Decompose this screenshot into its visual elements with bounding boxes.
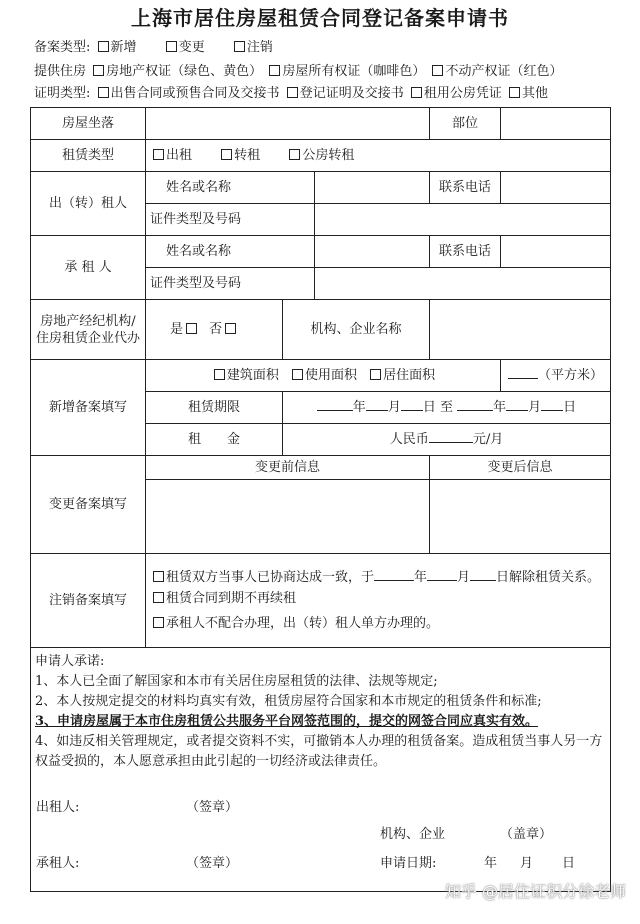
area-option-usable: 使用面积	[304, 367, 357, 383]
lessor-id-field[interactable]	[315, 204, 611, 236]
lessee-sign-field[interactable]: （签章）	[186, 856, 239, 871]
checkbox-lease-out[interactable]	[153, 149, 164, 160]
housing-option-1: 房地产权证（绿色、黄色）	[106, 64, 263, 79]
cancel-opt1-month: 月	[457, 570, 471, 585]
housing-option-3: 不动产权证（红色）	[445, 64, 563, 79]
lessor-name-field[interactable]	[315, 172, 430, 204]
checkbox-new[interactable]	[98, 41, 109, 52]
lease-type-label: 租赁类型	[31, 140, 146, 172]
housing-label: 提供住房	[34, 64, 87, 79]
date-month[interactable]: 月	[520, 856, 534, 871]
checkbox-living-area[interactable]	[370, 369, 381, 380]
area-options	[146, 360, 501, 392]
proof-option-4: 其他	[522, 86, 549, 101]
checkbox-proof-2[interactable]	[287, 87, 298, 98]
checkbox-usable-area[interactable]	[292, 369, 303, 380]
lessee-label: 承 租 人	[31, 236, 146, 300]
checkbox-cancel-unilateral[interactable]	[153, 617, 164, 628]
date-year[interactable]: 年	[484, 856, 498, 871]
area-option-living: 居住面积	[383, 367, 436, 383]
lessor-label: 出（转）租人	[31, 172, 146, 236]
change-after-field[interactable]	[430, 480, 611, 554]
period-end-year: 年	[493, 399, 507, 415]
application-date-label: 申请日期:	[380, 856, 437, 871]
agency-no-label: 否	[209, 321, 223, 337]
lease-option-public: 公房转租	[302, 147, 355, 163]
period-end-month: 月	[528, 399, 542, 415]
area-blank[interactable]	[508, 378, 538, 379]
rent-suffix: 元/月	[472, 431, 504, 447]
part-label: 部位	[430, 108, 501, 140]
proof-label: 证明类型:	[34, 86, 91, 101]
watermark: 知乎 @居住证积分徐老师	[444, 882, 626, 901]
agency-yes-no	[146, 300, 283, 360]
agency-yes-label: 是	[170, 321, 184, 337]
area-value-cell[interactable]	[501, 360, 611, 392]
lease-option-out: 出租	[166, 147, 193, 163]
checkbox-public-sublease[interactable]	[289, 149, 300, 160]
period-start-day: 日	[422, 399, 436, 415]
checkbox-cancel-expired[interactable]	[153, 592, 164, 603]
area-unit: （平方米）	[537, 367, 603, 383]
checkbox-change[interactable]	[166, 41, 177, 52]
location-label: 房屋坐落	[31, 108, 146, 140]
promise-item-1: 1、本人已全面了解国家和本市有关居住房屋租赁的法律、法规等规定;	[35, 674, 438, 689]
agency-label: 房地产经纪机构/住房租赁企业代办	[31, 300, 146, 360]
lessee-name-label: 姓名或名称	[146, 236, 315, 268]
period-to: 至	[439, 399, 453, 415]
period-end-day: 日	[563, 399, 577, 415]
lease-option-sublease: 转租	[234, 147, 261, 163]
cancel-opt1-year: 年	[414, 570, 428, 585]
change-before-field[interactable]	[146, 480, 430, 554]
lessee-phone-label: 联系电话	[430, 236, 501, 268]
promise-item-4: 4、如违反相关管理规定，或者提交资料不实，可撤销本人办理的租赁备案。造成租赁当事人另一方权益受损的，本人愿意承担由此引起的一切经济或法律责任。	[35, 734, 603, 769]
date-day[interactable]: 日	[562, 856, 576, 871]
lessor-phone-label: 联系电话	[430, 172, 501, 204]
checkbox-housing-2[interactable]	[269, 65, 280, 76]
lessor-sign-label: 出租人:	[36, 800, 80, 815]
change-before-label: 变更前信息	[146, 456, 430, 480]
option-new: 新增	[110, 40, 137, 55]
area-option-building: 建筑面积	[226, 367, 279, 383]
lessor-phone-field[interactable]	[501, 172, 611, 204]
lessor-id-label: 证件类型及号码	[146, 204, 315, 236]
lessee-sign-label: 承租人:	[36, 856, 80, 871]
promise-item-2: 2、本人按规定提交的材料均真实有效，租赁房屋符合国家和本市规定的租赁条件和标准;	[35, 694, 542, 709]
checkbox-housing-3[interactable]	[432, 65, 443, 76]
agency-org-field[interactable]	[430, 300, 611, 360]
new-filing-label: 新增备案填写	[31, 360, 146, 456]
option-change: 变更	[178, 40, 205, 55]
filing-type-row	[34, 36, 273, 55]
checkbox-cancel[interactable]	[234, 41, 245, 52]
period-field[interactable]	[283, 392, 611, 424]
rent-field[interactable]	[283, 424, 611, 456]
cancel-opt2-text: 租赁合同到期不再续租	[166, 591, 297, 606]
cancel-filing-label: 注销备案填写	[31, 554, 146, 648]
checkbox-housing-1[interactable]	[93, 65, 104, 76]
lessee-name-field[interactable]	[315, 236, 430, 268]
cancel-opt1-text: 租赁双方当事人已协商达成一致，于	[166, 570, 375, 585]
proof-option-2: 登记证明及交接书	[299, 86, 404, 101]
rent-label: 租 金	[146, 424, 283, 456]
proof-option-1: 出售合同或预售合同及交接书	[110, 86, 280, 101]
change-after-label: 变更后信息	[430, 456, 611, 480]
period-label: 租赁期限	[146, 392, 283, 424]
checkbox-proof-1[interactable]	[98, 87, 109, 98]
agency-org-label: 机构、企业名称	[283, 300, 430, 360]
change-filing-label: 变更备案填写	[31, 456, 146, 554]
lessee-phone-field[interactable]	[501, 236, 611, 268]
proof-row	[34, 82, 548, 101]
checkbox-sublease[interactable]	[221, 149, 232, 160]
checkbox-agency-yes[interactable]	[186, 323, 197, 334]
promise-item-3: 3、申请房屋属于本市住房租赁公共服务平台网签范围的，提交的网签合同应真实有效。	[35, 714, 539, 729]
cancel-opt3-text: 承租人不配合办理，出（转）租人单方办理的。	[166, 616, 440, 631]
checkbox-cancel-agreed[interactable]	[153, 571, 164, 582]
filing-type-label: 备案类型:	[34, 40, 91, 55]
promise-heading: 申请人承诺:	[35, 654, 105, 669]
rent-prefix: 人民币	[389, 431, 429, 447]
housing-row	[34, 60, 562, 79]
org-seal-field[interactable]: （盖章）	[500, 827, 553, 842]
lessor-name-label: 姓名或名称	[146, 172, 315, 204]
form-title: 上海市居住房屋租赁合同登记备案申请书	[131, 6, 509, 30]
period-start-year: 年	[352, 399, 366, 415]
lessor-sign-field[interactable]: （签章）	[186, 800, 239, 815]
proof-option-3: 租用公房凭证	[423, 86, 502, 101]
checkbox-building-area[interactable]	[214, 369, 225, 380]
checkbox-proof-3[interactable]	[411, 87, 422, 98]
rent-blank[interactable]	[429, 442, 473, 443]
housing-option-2: 房屋所有权证（咖啡色）	[282, 64, 426, 79]
application-form-table	[30, 107, 611, 892]
lessee-id-field[interactable]	[315, 268, 611, 300]
cancel-options	[146, 554, 611, 648]
checkbox-agency-no[interactable]	[225, 323, 236, 334]
period-start-month: 月	[387, 399, 401, 415]
org-seal-label: 机构、企业	[380, 827, 446, 842]
lessee-id-label: 证件类型及号码	[146, 268, 315, 300]
part-field[interactable]	[501, 108, 611, 140]
lease-type-options	[146, 140, 611, 172]
checkbox-proof-4[interactable]	[509, 87, 520, 98]
option-cancel: 注销	[246, 40, 273, 55]
cancel-opt1-day: 日解除租赁关系。	[496, 570, 601, 585]
location-field[interactable]	[146, 108, 430, 140]
